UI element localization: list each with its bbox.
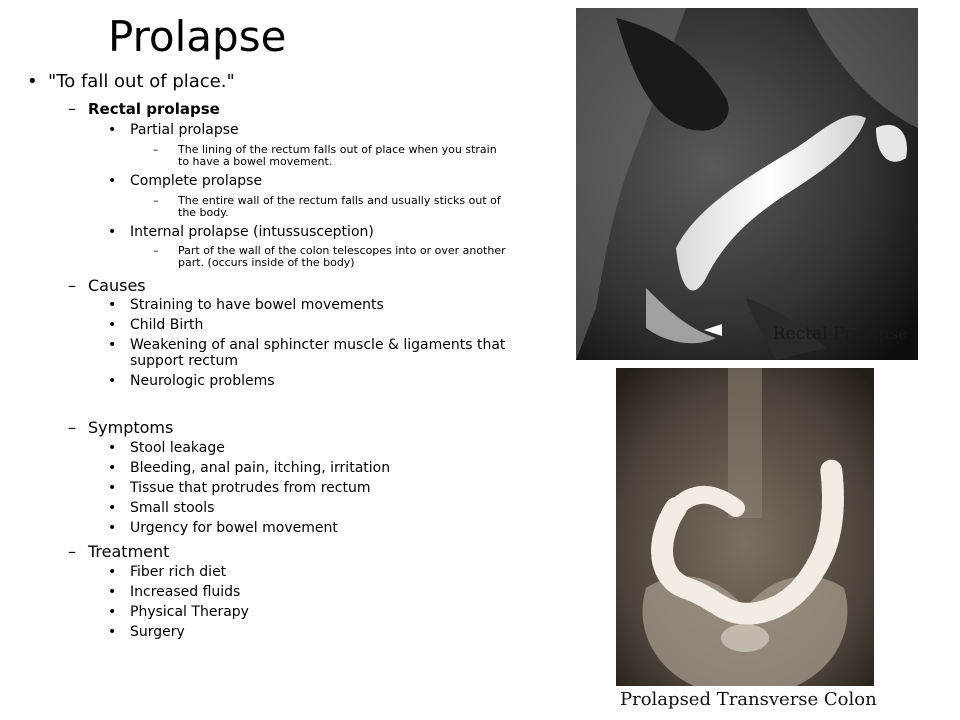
dash-marker: – [68,542,76,561]
treatment-item: Physical Therapy [130,604,249,620]
bullet-marker: • [108,224,117,240]
xray-caption: Prolapsed Transverse Colon [620,689,877,710]
cause-item: support rectum [130,353,238,369]
partial-desc: to have a bowel movement. [178,155,333,168]
bullet-marker: • [108,460,117,476]
bullet-marker: • [108,173,117,189]
symptom-item: Stool leakage [130,440,225,456]
bullet-marker: • [108,337,117,353]
bullet-marker: • [108,373,117,389]
causes-heading: Causes [88,276,146,295]
bullet-marker: • [108,317,117,333]
cause-item: Child Birth [130,317,204,333]
bullet-marker: • [108,480,117,496]
bullet-marker: • [108,624,117,640]
mri-image [576,8,918,360]
treatment-item: Fiber rich diet [130,564,227,580]
dash-marker: – [68,99,76,118]
symptom-item: Small stools [130,500,215,516]
treatment-heading: Treatment [88,542,170,561]
complete-desc: the body. [178,206,229,219]
dash-marker: – [153,194,159,207]
cause-item: Neurologic problems [130,373,275,389]
rectal-heading: Rectal prolapse [88,100,220,118]
bullet-marker: • [108,564,117,580]
cause-item: Weakening of anal sphincter muscle & ligaments that [130,337,506,353]
mri-caption: Rectal Prolapse [772,324,908,344]
bullet-marker: • [108,297,117,313]
bullet-marker: • [108,122,117,138]
treatment-item: Surgery [130,624,185,640]
dash-marker: – [153,244,159,257]
xray-illustration [616,368,874,686]
symptom-item: Urgency for bowel movement [130,520,338,536]
slide-title: Prolapse [108,12,287,61]
symptom-item: Bleeding, anal pain, itching, irritation [130,460,391,476]
internal-desc: part. (occurs inside of the body) [178,256,355,269]
mri-illustration [576,8,918,360]
symptom-item: Tissue that protrudes from rectum [130,480,371,496]
bullet-marker: • [108,604,117,620]
cause-item: Straining to have bowel movements [130,297,384,313]
symptoms-heading: Symptoms [88,418,174,437]
bullet-marker: • [108,440,117,456]
complete-desc: The entire wall of the rectum falls and usually sticks out of [178,194,501,207]
dash-marker: – [68,418,76,437]
partial-desc: The lining of the rectum falls out of place when you strain [178,143,497,156]
dash-marker: – [153,143,159,156]
bullet-marker: • [108,520,117,536]
internal-desc: Part of the wall of the colon telescopes into or over another [178,244,506,257]
internal-label: Internal prolapse (intussusception) [130,224,374,240]
definition-text: "To fall out of place." [48,71,235,92]
complete-label: Complete prolapse [130,173,263,189]
partial-label: Partial prolapse [130,122,239,138]
dash-marker: – [68,276,76,295]
treatment-item: Increased fluids [130,584,241,600]
bullet-marker: • [108,584,117,600]
xray-image [616,368,874,686]
bullet-marker: • [27,71,38,92]
bullet-marker: • [108,500,117,516]
